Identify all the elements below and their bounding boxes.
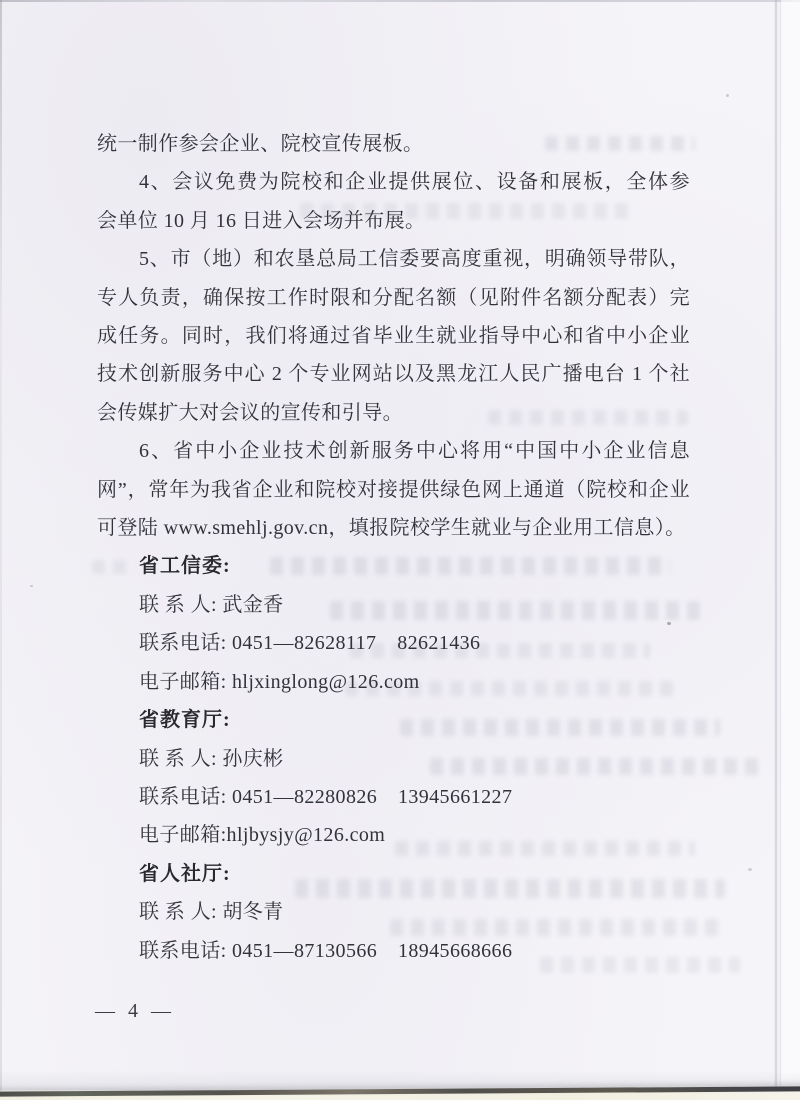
text-line: 联 系 人: 武金香	[139, 593, 284, 616]
text-line: 4、会议免费为院校和企业提供展位、设备和展板，全体参	[139, 171, 690, 194]
page-fold-highlight	[781, 0, 800, 1100]
text-line: 专人负责，确保按工作时限和分配名额（见附件名额分配表）完	[97, 286, 690, 309]
text-line: 统一制作参会企业、院校宣传展板。	[97, 133, 424, 155]
scanner-edge-top	[0, 0, 800, 2]
text-line: 技术创新服务中心 2 个专业网站以及黑龙江人民广播电台 1 个社	[97, 363, 690, 386]
text-line: 联系电话: 0451—82628117 82621436	[139, 632, 481, 655]
text-line: 可登陆 www.smehlj.gov.cn，填报院校学生就业与企业用工信息）。	[97, 517, 686, 540]
text-line: 网”，常年为我省企业和院校对接提供绿色网上通道（院校和企业	[97, 478, 690, 501]
dust-speck	[748, 868, 752, 871]
text-line: 联 系 人: 胡冬青	[139, 901, 284, 924]
scanner-edge-left	[0, 0, 2, 1100]
text-line: 成任务。同时，我们将通过省毕业生就业指导中心和省中小企业	[97, 325, 690, 348]
dust-speck	[30, 585, 33, 587]
text-line: 6、省中小企业技术创新服务中心将用“中国中小企业信息	[139, 440, 690, 463]
text-line: 联系电话: 0451—87130566 18945668666	[139, 939, 513, 962]
text-line: 联系电话: 0451—82280826 13945661227	[139, 785, 513, 808]
text-line: 联 系 人: 孙庆彬	[139, 747, 284, 770]
text-line: 会单位 10 月 16 日进入会场并布展。	[97, 209, 426, 232]
document-lines	[97, 125, 690, 970]
page-fold-line	[775, 0, 777, 1100]
page-number: — 4 —	[95, 1000, 175, 1022]
section-heading: 省工信委:	[139, 555, 231, 578]
text-line: 电子邮箱:hljbysjy@126.com	[139, 824, 386, 847]
section-heading: 省教育厅:	[139, 709, 231, 732]
text-line: 5、市（地）和农垦总局工信委要高度重视，明确领导带队，	[139, 248, 690, 271]
dust-speck	[726, 94, 729, 97]
section-heading: 省人社厅:	[139, 862, 231, 885]
text-line: 电子邮箱: hljxinglong@126.com	[139, 670, 420, 693]
text-line: 会传媒扩大对会议的宣传和引导。	[97, 401, 403, 424]
